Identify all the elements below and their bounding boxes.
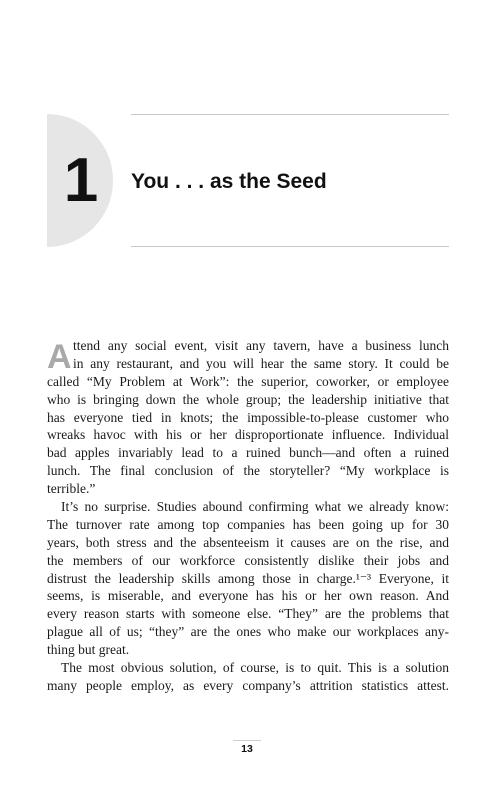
paragraph-1-line-1: A ttend any social event, visit any tavern, have a business lunch bbox=[47, 338, 449, 376]
paragraph-1-line-7: bad apples invariably lead to a ruined bunch—and often a ruined bbox=[47, 445, 449, 461]
paragraph-2-line-2: The turnover rate among top companies has been going up for 30 bbox=[47, 516, 449, 532]
paragraph-2-line-6: seems, is miserable, and everyone has his or her own reason. And bbox=[47, 588, 449, 604]
paragraph-2-line-9: thing but great. bbox=[47, 642, 130, 658]
paragraph-1-line-6: wreaks havoc with his or her disproportionate influence. Individual bbox=[47, 427, 449, 443]
paragraph-2-line-7: every reason starts with someone else. “They” are the problems that bbox=[47, 606, 449, 622]
header-rule-bottom bbox=[131, 246, 449, 247]
page-number-rule bbox=[233, 740, 261, 741]
paragraph-1-line-2: in any restaurant, and you will hear the same story. It could be bbox=[73, 355, 449, 371]
page-number: 13 bbox=[241, 743, 253, 755]
paragraph-2-line-3: years, both stress and the absenteeism it causes are on the rise, and bbox=[47, 534, 449, 550]
paragraph-2-line-8: plague all of us; “they” are the ones who make our workplaces any- bbox=[47, 624, 449, 640]
chapter-number: 1 bbox=[63, 146, 99, 215]
paragraph-1-line-3: called “My Problem at Work”: the superior, coworker, or employee bbox=[47, 373, 449, 389]
drop-cap: A bbox=[47, 338, 72, 376]
chapter-title: You . . . as the Seed bbox=[131, 170, 327, 193]
paragraph-1-line-9: terrible.” bbox=[47, 481, 96, 497]
body-text bbox=[47, 337, 449, 695]
paragraph-2-line-1: It’s no surprise. Studies abound confirming what we already know: bbox=[61, 499, 449, 515]
paragraph-1-line-5: has everyone tied in knots; the impossible-to-please customer who bbox=[47, 409, 449, 425]
paragraph-2-line-5: distrust the leadership skills among those in charge.¹⁻³ Everyone, it bbox=[47, 570, 449, 586]
paragraph-1-line-8: lunch. The final conclusion of the storyteller? “My workplace is bbox=[47, 463, 449, 479]
paragraph-3-line-2: many people employ, as every company’s attrition statistics attest. bbox=[47, 677, 449, 693]
header-rule-top bbox=[131, 114, 449, 115]
paragraph-3-line-1: The most obvious solution, of course, is to quit. This is a solution bbox=[61, 660, 449, 676]
paragraph-2-line-4: the members of our workforce consistently dislike their jobs and bbox=[47, 552, 449, 568]
paragraph-1-line-4: who is bringing down the whole group; the leadership initiative that bbox=[47, 391, 449, 407]
